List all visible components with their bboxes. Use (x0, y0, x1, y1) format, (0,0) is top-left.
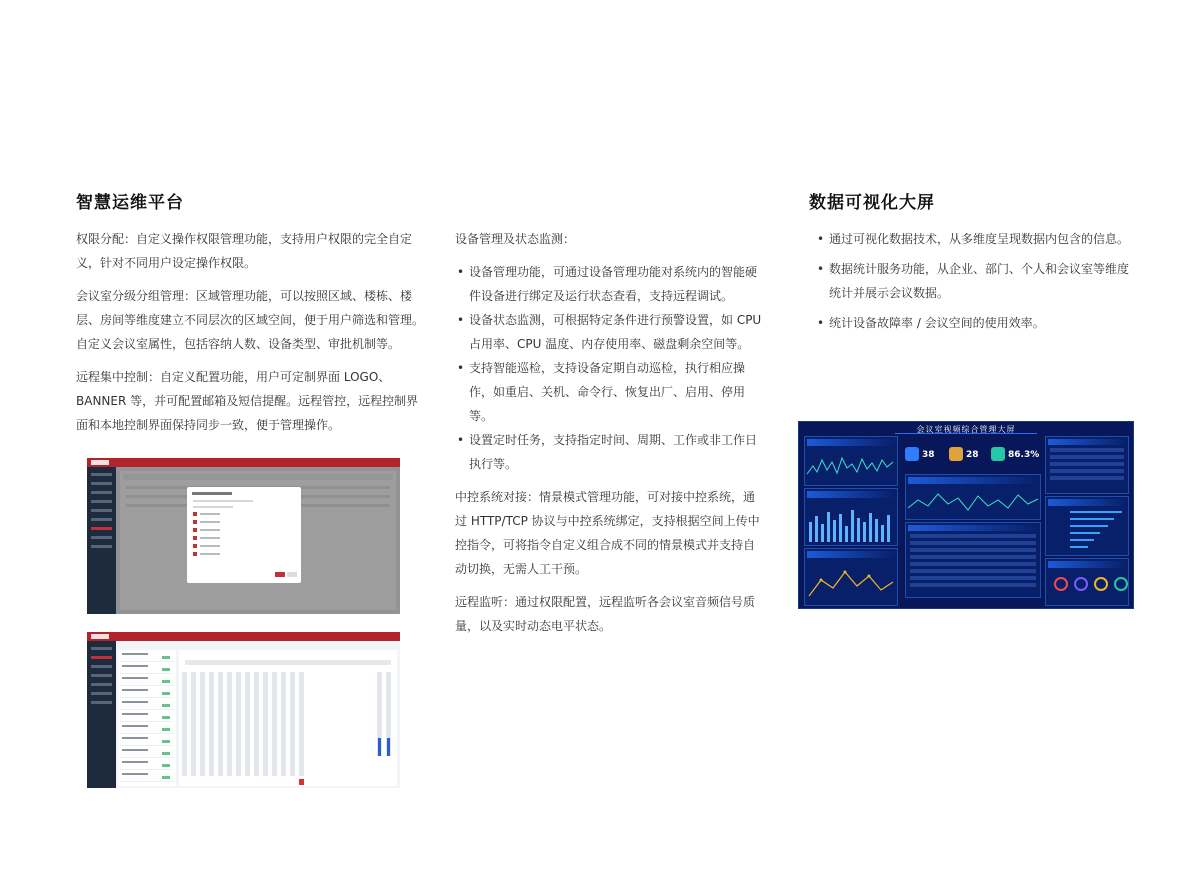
stat-card (949, 444, 989, 466)
list-item: • 支持智能巡检，支持设备定期自动巡检，执行相应操作，如重启、关机、命令行、恢复出厂、启用、停用等。 (455, 356, 765, 428)
screenshot-header-bar (87, 632, 400, 641)
list-item: • 设置定时任务，支持指定时间、周期、工作或非工作日执行等。 (455, 428, 765, 476)
paragraph: 远程集中控制：自定义配置功能，用户可定制界面 LOGO、BANNER 等，并可配置邮箱及短信提醒。远程管控，远程控制界面和本地控制界面保持同步一致，便于管理操作。 (76, 370, 419, 432)
section-title-visualization: 数据可视化大屏 (809, 193, 935, 213)
dashboard-screenshot (798, 421, 1134, 609)
channel-faders (182, 672, 304, 776)
list-item: • 设备状态监测，可根据特定条件进行预警设置，如 CPU 占用率、CPU 温度、内存使用率、磁盘剩余空间等。 (455, 308, 765, 356)
logo (91, 460, 109, 465)
paragraph: 中控系统对接：情景模式管理功能，可对接中控系统，通过 HTTP/TCP 协议与中控系统绑定，支持根据空间上传中控指令，可将指令自定义组合成不同的情景模式并支持自动切换，无需人工干预。 (455, 490, 760, 576)
stat-card (991, 444, 1043, 466)
audio-mixer-screenshot (87, 632, 400, 788)
monthly-usage-panel (804, 436, 898, 486)
stat-value: 28 (966, 450, 979, 460)
master-level-meter (377, 672, 391, 756)
usage-rings (1054, 577, 1128, 591)
stat-value: 86.3% (1008, 450, 1040, 460)
room-list (118, 650, 176, 786)
list-item: • 统计设备故障率 / 会议空间的使用效率。 (815, 311, 1135, 335)
dashboard-title: 会议室视频综合管理大屏 (916, 425, 1016, 434)
visualization-feature-list (815, 227, 1135, 335)
weekly-device-panel (804, 488, 898, 546)
device-management-text (455, 227, 765, 647)
device-status-table (905, 522, 1041, 598)
paragraph: 会议室分级分组管理：区域管理功能，可以按照区域、楼栋、楼层、房间等维度建立不同层次的区域空间，便于用户筛选和管理。自定义会议室属性，包括容纳人数、设备类型、审批机制等。 (76, 289, 425, 351)
admin-dialog-screenshot (87, 458, 400, 614)
ops-platform-text (76, 227, 426, 446)
screenshot-sidebar (87, 467, 116, 614)
confirm-button (275, 572, 285, 577)
usage-line-chart (805, 448, 897, 484)
control-line-chart (906, 486, 1040, 518)
device-bar-chart (805, 500, 897, 544)
intro-text: 设备管理及状态监测： (455, 232, 576, 246)
logo (91, 634, 109, 639)
room-type-table (1045, 436, 1129, 494)
fault-ranking-panel (1045, 496, 1129, 556)
mixer-panel (179, 650, 397, 786)
control-panel (905, 474, 1041, 520)
stat-card (905, 444, 945, 466)
list-item: • 设备管理功能，可通过设备管理功能对系统内的智能硬件设备进行绑定及运行状态查看，支持远程调试。 (455, 260, 765, 308)
device-feature-list (455, 260, 765, 476)
device-usage-panel (1045, 558, 1129, 606)
list-item: • 通过可视化数据技术，从多维度呈现数据内包含的信息。 (815, 227, 1135, 251)
paragraph: 远程监听：通过权限配置，远程监听各会议室音频信号质量，以及实时动态电平状态。 (455, 595, 756, 633)
cancel-button (287, 572, 297, 577)
paragraph: 权限分配：自定义操作权限管理功能，支持用户权限的完全自定义，针对不同用户设定操作权限。 (76, 232, 413, 270)
screenshot-header-bar (87, 458, 400, 467)
online-time-chart (805, 560, 897, 604)
screenshot-sidebar (87, 641, 116, 788)
meeting-room-icon (905, 447, 919, 461)
section-title-ops-platform: 智慧运维平台 (76, 193, 184, 213)
device-icon (949, 447, 963, 461)
stat-value: 38 (922, 450, 935, 460)
list-item: • 数据统计服务功能，从企业、部门、个人和会议室等维度统计并展示会议数据。 (815, 257, 1135, 305)
online-time-panel (804, 548, 898, 606)
online-rate-icon (991, 447, 1005, 461)
permission-dialog (187, 487, 301, 583)
